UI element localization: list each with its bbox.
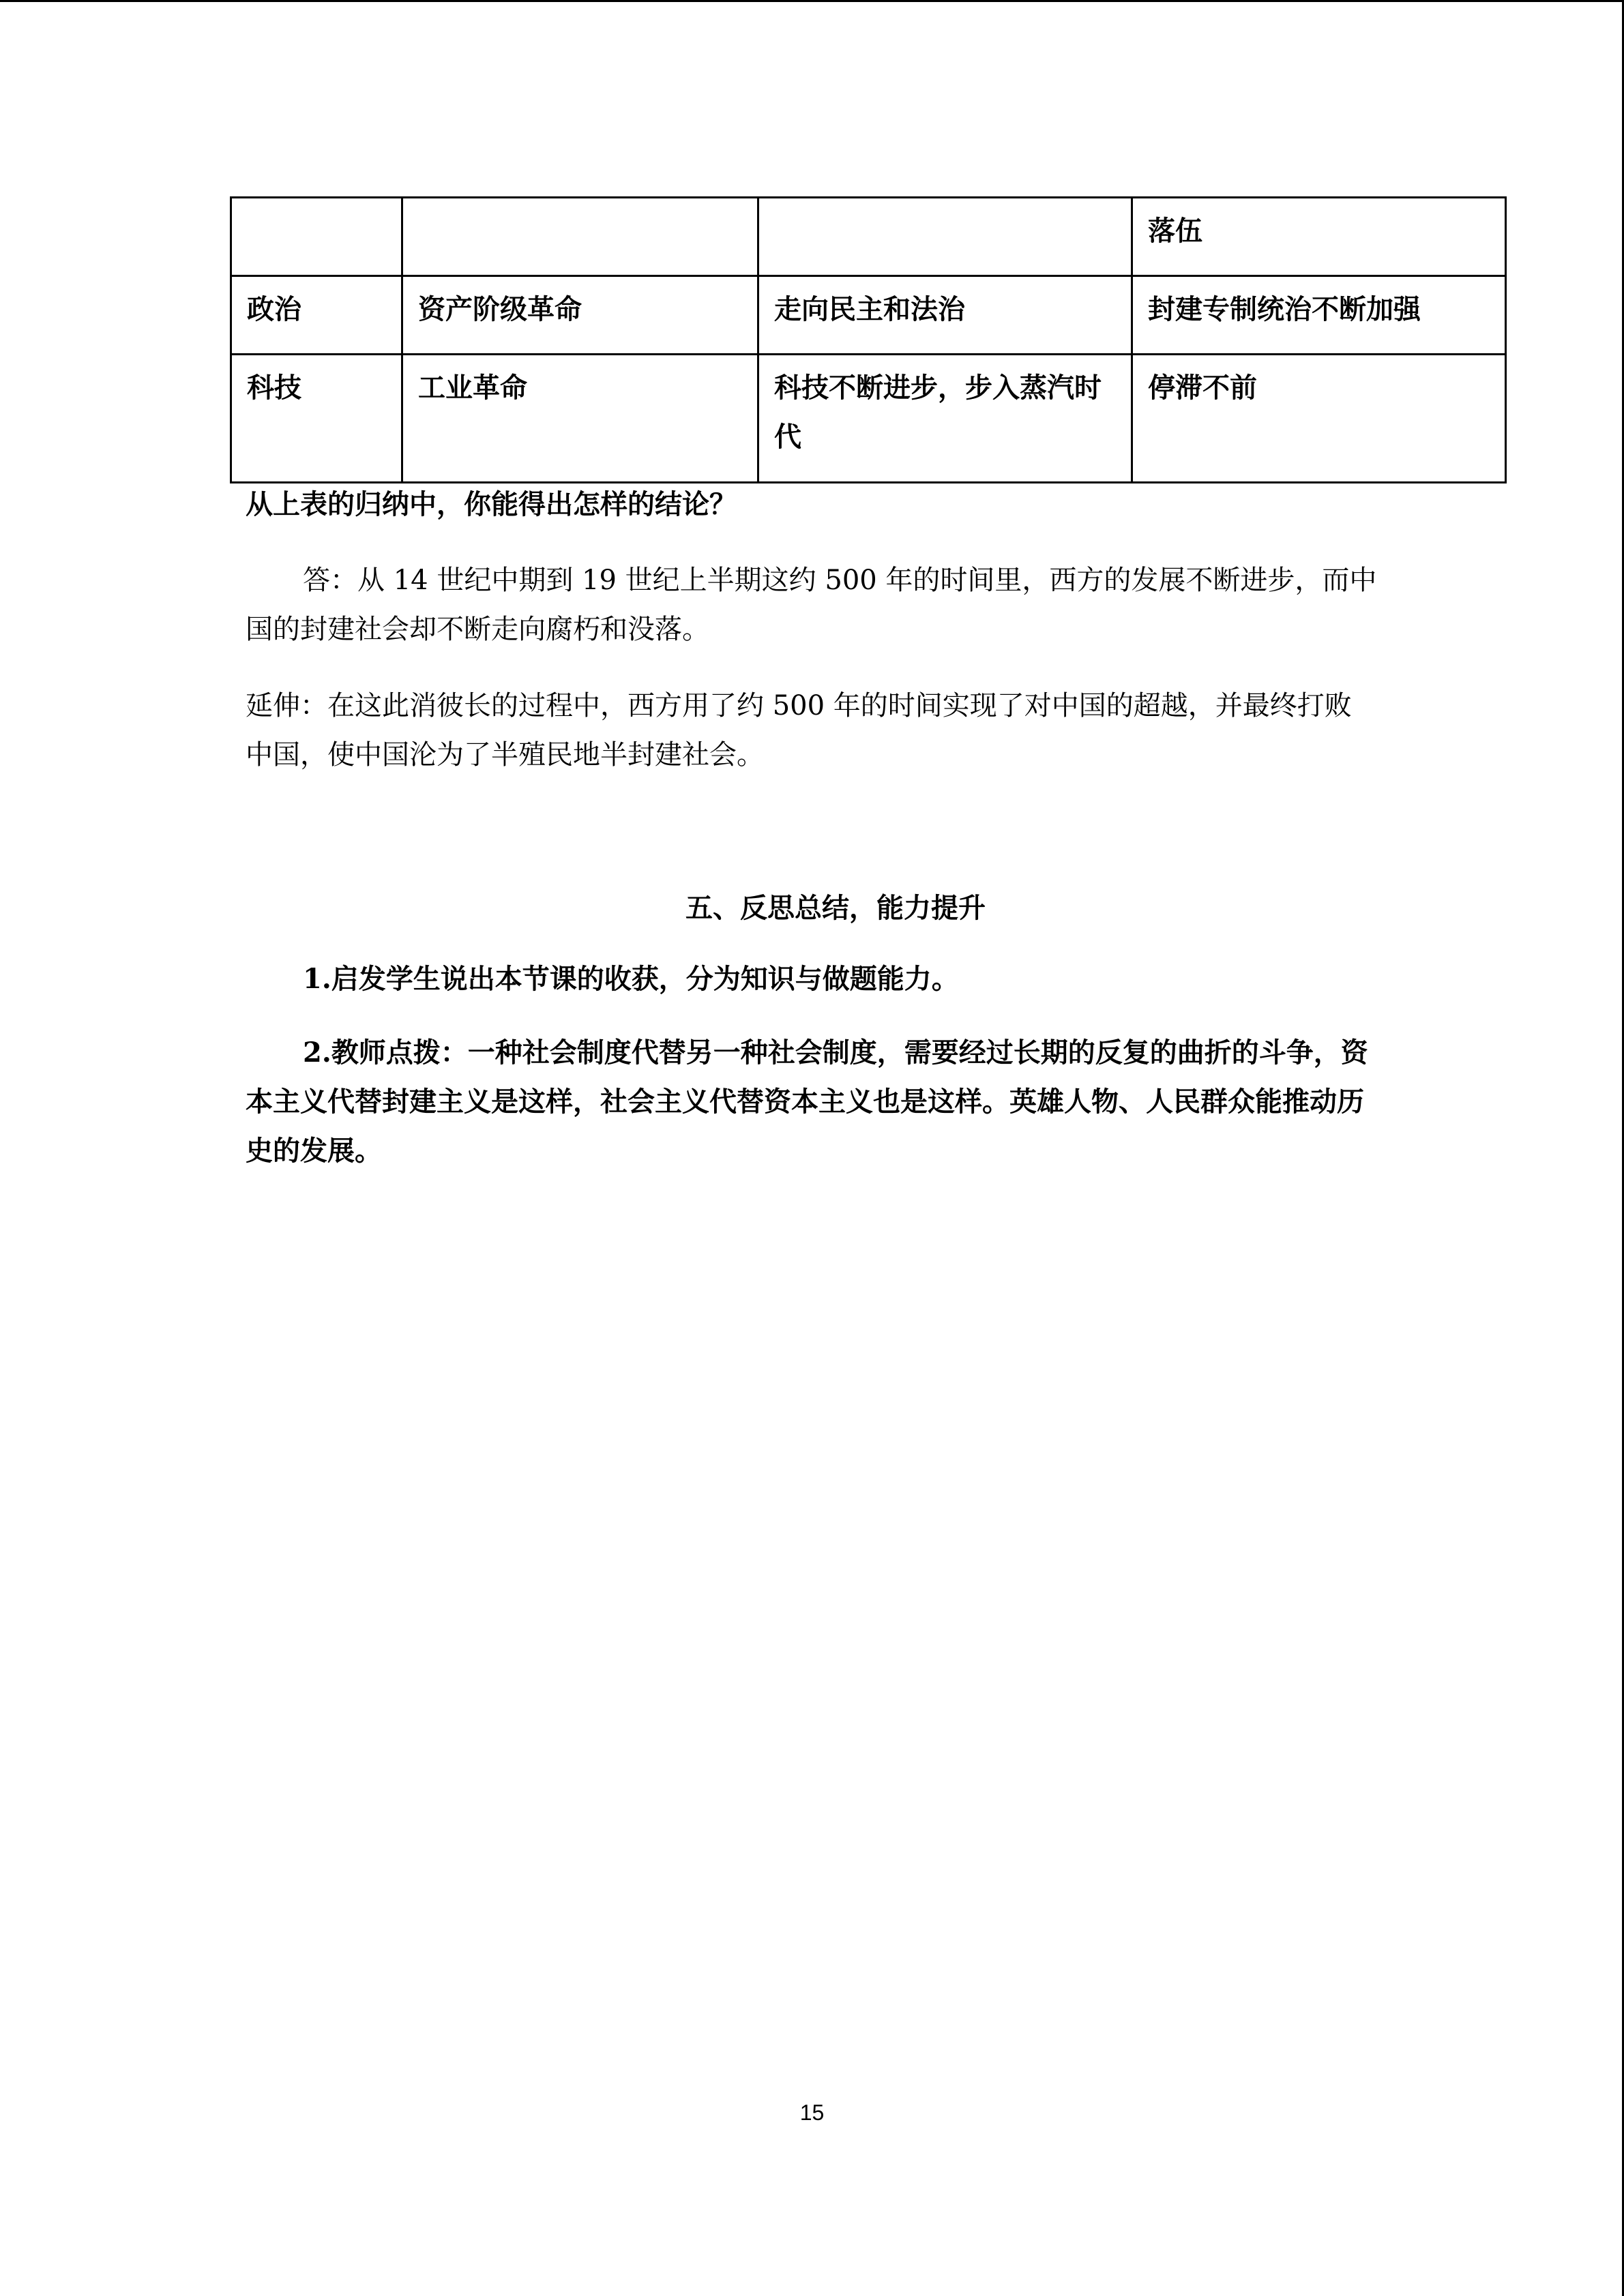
answer-paragraph: 答：从 14 世纪中期到 19 世纪上半期这约 500 年的时间里，西方的发展不断进步，而中国的封建社会却不断走向腐朽和没落。 [246,565,1377,645]
table-cell: 封建专制统治不断加强 [1132,276,1506,355]
comparison-table [230,196,1507,483]
section-heading: 五、反思总结，能力提升 [685,892,986,924]
table-cell: 政治 [231,276,402,355]
table-cell: 资产阶级革命 [402,276,758,355]
extension-paragraph: 延伸：在这此消彼长的过程中，西方用了约 500 年的时间实现了对中国的超越，并最终打败中国，使中国沦为了半殖民地半封建社会。 [246,690,1352,771]
table-cell: 走向民主和法治 [758,276,1132,355]
table-row [231,355,1506,483]
table-cell: 科技不断进步，步入蒸汽时代 [758,355,1132,483]
table-row [231,198,1506,276]
table-row [231,276,1506,355]
page-number: 15 [799,2100,825,2125]
table-cell: 工业革命 [402,355,758,483]
page-border-top [0,0,1624,2]
table-cell [231,198,402,276]
table-cell: 落伍 [1132,198,1506,276]
table-cell: 停滞不前 [1132,355,1506,483]
conclusion-question: 从上表的归纳中，你能得出怎样的结论？ [246,489,737,520]
summary-item-2: 2.教师点拨：一种社会制度代替另一种社会制度，需要经过长期的反复的曲折的斗争，资本主义代替封建主义是这样，社会主义代替资本主义也是这样。英雄人物、人民群众能推动历史的发展。 [246,1037,1368,1167]
table-cell [758,198,1132,276]
table-cell [402,198,758,276]
table-cell: 科技 [231,355,402,483]
summary-item-1: 1.启发学生说出本节课的收获，分为知识与做题能力。 [303,963,959,995]
